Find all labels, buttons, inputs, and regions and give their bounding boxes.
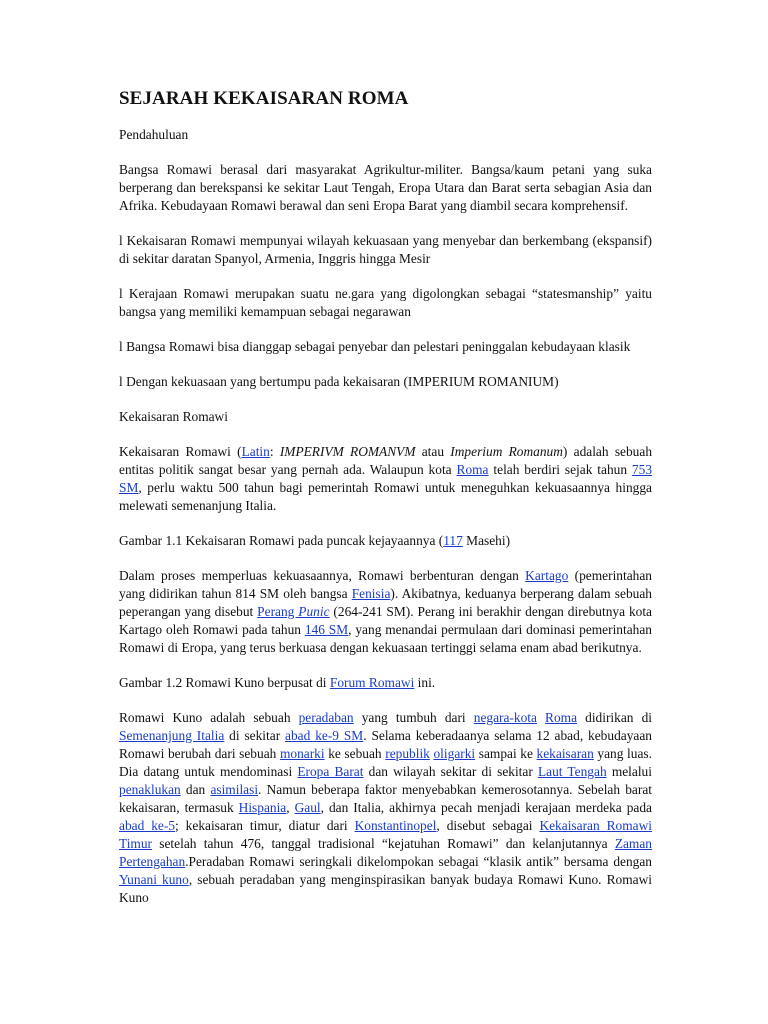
hyperlink[interactable]: Yunani kuno <box>119 872 189 887</box>
section-heading-pendahuluan: Pendahuluan <box>119 127 189 142</box>
hyperlink[interactable]: Latin <box>241 444 270 459</box>
text-run: : <box>269 444 280 459</box>
text-run: (264-241 SM). Perang ini berakhir dengan direbutnya kota Kartago oleh Romawi pada tahun <box>119 604 652 637</box>
text-run: , perlu waktu 500 tahun bagi pemerintah Romawi untuk meneguhkan kekuasaannya hingga melewati semenanjung Italia. <box>119 480 652 513</box>
italic-text: Imperium Romanum <box>450 444 563 459</box>
hyperlink[interactable]: republik <box>385 746 430 761</box>
hyperlink[interactable]: Kekaisaran Romawi Timur <box>119 818 652 851</box>
hyperlink[interactable]: monarki <box>279 746 325 761</box>
text-run: ini. <box>414 675 436 690</box>
hyperlink[interactable]: Punic <box>298 604 330 619</box>
text-run: melalui <box>606 764 652 779</box>
hyperlink[interactable]: oligarki <box>433 746 476 761</box>
hyperlink[interactable]: Semenanjung Italia <box>119 728 225 743</box>
hyperlink[interactable]: abad ke-9 SM <box>285 728 364 743</box>
italic-text: IMPERIVM ROMANVM <box>279 444 416 459</box>
text-run: dan wilayah sekitar di sekitar <box>363 764 538 779</box>
hyperlink[interactable]: Kartago <box>525 568 569 583</box>
bullet-paragraph-4 <box>119 373 652 391</box>
section-heading-kekaisaran: Kekaisaran Romawi <box>119 409 228 424</box>
text-run <box>537 710 545 725</box>
hyperlink[interactable]: Forum Romawi <box>329 675 415 690</box>
bullet-paragraph-1 <box>119 232 652 268</box>
figure-caption-1 <box>119 532 652 550</box>
text-run: dan <box>180 782 211 797</box>
paragraph-kartago <box>119 567 652 657</box>
document-body <box>119 88 652 907</box>
text-run: . Namun beberapa faktor menyebabkan kemerosotannya. Sebelah barat kekaisaran, termasuk <box>119 782 652 815</box>
hyperlink[interactable]: negara-kota <box>473 710 537 725</box>
text-run: atau <box>415 444 451 459</box>
text-run: , dan Italia, akhirnya pecah menjadi kerajaan merdeka pada <box>320 800 652 815</box>
hyperlink[interactable]: Laut Tengah <box>537 764 607 779</box>
text-run: Dalam proses memperluas kekuasaannya, Romawi berbenturan dengan <box>119 568 526 583</box>
hyperlink[interactable]: 146 SM <box>304 622 349 637</box>
paragraph-intro <box>119 161 652 215</box>
text-run: (pemerintahan yang didirikan tahun 814 SM oleh bangsa <box>119 568 652 601</box>
text-run: l Dengan kekuasaan yang bertumpu pada kekaisaran (IMPERIUM ROMANIUM) <box>119 374 559 389</box>
text-run: Gambar 1.2 Romawi Kuno berpusat di <box>119 675 330 690</box>
text-run: yang luas. Dia datang untuk mendominasi <box>119 746 652 779</box>
text-run: sampai ke <box>475 746 537 761</box>
bullet-paragraph-2 <box>119 285 652 321</box>
text-run: Gambar 1.1 Kekaisaran Romawi pada puncak kejayaannya ( <box>119 533 444 548</box>
text-run: Masehi) <box>462 533 511 548</box>
hyperlink[interactable]: Perang <box>257 604 299 619</box>
paragraph-kekaisaran-romawi <box>119 443 652 515</box>
hyperlink[interactable]: Hispania <box>238 800 287 815</box>
text-run: Romawi Kuno adalah sebuah <box>119 710 299 725</box>
text-run: . Selama keberadaanya selama 12 abad, kebudayaan Romawi berubah dari sebuah <box>119 728 652 761</box>
text-run: Kekaisaran Romawi ( <box>119 444 242 459</box>
hyperlink[interactable]: asimilasi <box>210 782 259 797</box>
text-run: l Bangsa Romawi bisa dianggap sebagai penyebar dan pelestari peninggalan kebudayaan klasik <box>119 339 631 354</box>
hyperlink[interactable]: Eropa Barat <box>297 764 364 779</box>
text-run: l Kekaisaran Romawi mempunyai wilayah kekuasaan yang menyebar dan berkembang (ekspansif) di sekitar daratan Spanyol, Armenia, Inggris hingga Mesir <box>119 233 652 266</box>
hyperlink[interactable]: abad ke-5 <box>119 818 176 833</box>
text-run: ke sebuah <box>324 746 386 761</box>
paragraph-romawi-kuno <box>119 709 652 907</box>
hyperlink[interactable]: Roma <box>456 462 489 477</box>
hyperlink[interactable]: Gaul <box>294 800 321 815</box>
text-run: setelah tahun 476, tanggal tradisional “kejatuhan Romawi” dan kelanjutannya <box>152 836 615 851</box>
hyperlink[interactable]: penaklukan <box>119 782 181 797</box>
hyperlink[interactable]: Roma <box>545 710 578 725</box>
text-run: l Kerajaan Romawi merupakan suatu ne.gara yang digolongkan sebagai “statesmanship” yaitu bangsa yang memiliki kemampuan sebagai negarawan <box>119 286 652 319</box>
text-run: .Peradaban Romawi seringkali dikelompokan sebagai “klasik antik” bersama dengan <box>185 854 652 869</box>
figure-caption-2 <box>119 674 652 692</box>
text-run: di sekitar <box>224 728 286 743</box>
bullet-paragraph-3 <box>119 338 652 356</box>
hyperlink[interactable]: Fenisia <box>351 586 391 601</box>
hyperlink[interactable]: peradaban <box>298 710 354 725</box>
text-run: ). Akibatnya, keduanya berperang dalam sebuah peperangan yang disebut <box>119 586 652 619</box>
hyperlink[interactable]: Konstantinopel <box>354 818 437 833</box>
text-run: yang tumbuh dari <box>353 710 474 725</box>
text-run: , disebut sebagai <box>436 818 540 833</box>
text-run: ; kekaisaran timur, diatur dari <box>175 818 355 833</box>
hyperlink[interactable]: 117 <box>443 533 463 548</box>
hyperlink[interactable]: 753 SM <box>119 462 653 495</box>
text-run: , sebuah peradaban yang menginspirasikan banyak budaya Romawi Kuno. Romawi Kuno <box>119 872 652 905</box>
hyperlink[interactable]: kekaisaran <box>536 746 594 761</box>
document-title: SEJARAH KEKAISARAN ROMA <box>119 88 409 109</box>
text-run: telah berdiri sejak tahun <box>488 462 632 477</box>
text-run: Bangsa Romawi berasal dari masyarakat Agrikultur-militer. Bangsa/kaum petani yang suka berperang dan berekspansi ke sekitar Laut Tengah, Eropa Utara dan Barat serta sebagian Asia dan Afrika. Kebudayaan Romawi berawal dan seni Eropa Barat yang diambil secara komprehensif. <box>119 162 652 213</box>
hyperlink[interactable]: Zaman Pertengahan <box>119 836 652 869</box>
text-run: didirikan di <box>577 710 652 725</box>
text-run: , <box>286 800 295 815</box>
text-run: ) adalah sebuah entitas politik sangat besar yang pernah ada. Walaupun kota <box>119 444 653 477</box>
text-run: , yang menandai permulaan dari dominasi pemerintahan Romawi di Eropa, yang terus berkuasa dengan kekuasaan tertinggi selama enam abad berikutnya. <box>119 622 652 655</box>
